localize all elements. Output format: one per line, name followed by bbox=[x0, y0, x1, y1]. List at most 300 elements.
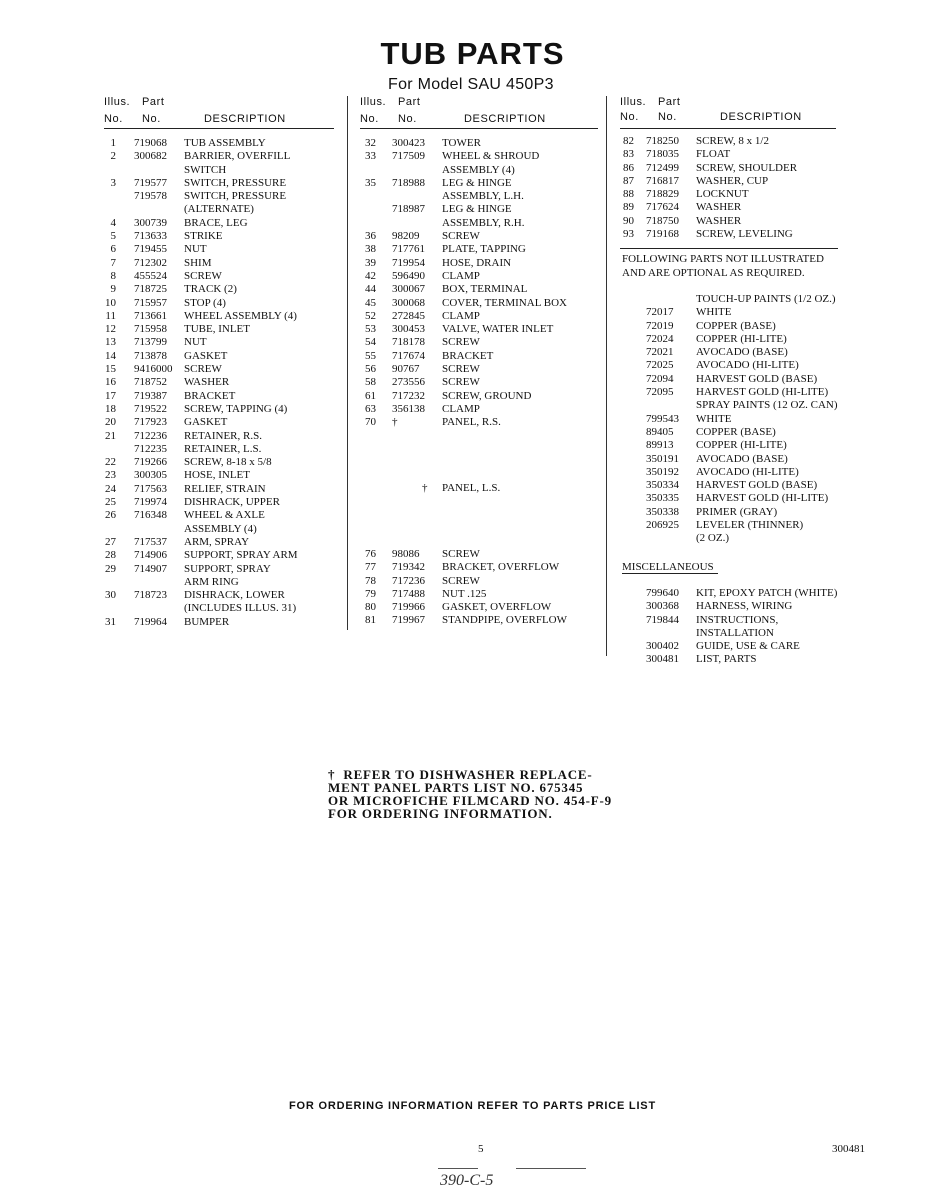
part-number: 89913 bbox=[646, 439, 674, 452]
part-number: 719966 bbox=[392, 601, 425, 614]
illus-number: 79 bbox=[365, 587, 376, 600]
part-description: BRACKET bbox=[184, 389, 236, 402]
part-description: ASSEMBLY, L.H. bbox=[442, 190, 524, 203]
part-no-label: No. bbox=[142, 113, 161, 125]
table-row bbox=[620, 135, 860, 148]
illus-number: 8 bbox=[110, 269, 116, 282]
part-description: SCREW bbox=[442, 230, 480, 243]
description-label: DESCRIPTION bbox=[204, 113, 286, 125]
table-row bbox=[104, 430, 336, 443]
part-number: 712235 bbox=[134, 442, 167, 455]
table-row bbox=[620, 426, 860, 439]
illus-label: Illus. bbox=[104, 96, 131, 108]
table-row bbox=[360, 203, 600, 216]
part-description: LEVELER (THINNER) bbox=[696, 519, 804, 532]
part-description: WHITE bbox=[696, 412, 732, 425]
part-number: 72095 bbox=[646, 386, 674, 399]
illus-number: 70 bbox=[365, 416, 376, 429]
illus-number: 30 bbox=[105, 589, 116, 602]
illus-number: 16 bbox=[105, 376, 116, 389]
illus-number: 58 bbox=[365, 376, 376, 389]
part-description: COVER, TERMINAL BOX bbox=[442, 296, 567, 309]
table-row bbox=[620, 359, 860, 372]
table-row bbox=[620, 228, 860, 241]
part-description: HOSE, INLET bbox=[184, 469, 250, 482]
table-row bbox=[620, 600, 860, 613]
misc-heading: MISCELLANEOUS bbox=[622, 561, 714, 573]
table-row bbox=[104, 310, 336, 323]
part-description: TOUCH-UP PAINTS (1/2 OZ.) bbox=[696, 293, 836, 305]
table-row bbox=[104, 469, 336, 482]
part-description: CLAMP bbox=[442, 309, 480, 322]
table-row bbox=[104, 177, 336, 190]
part-description: PANEL, R.S. bbox=[442, 416, 501, 429]
table-row bbox=[620, 346, 860, 359]
table-row bbox=[104, 323, 336, 336]
part-number: 272845 bbox=[392, 309, 425, 322]
parts-list-panel bbox=[360, 482, 600, 495]
part-description: WHEEL & SHROUD bbox=[442, 150, 540, 163]
part-number: 717761 bbox=[392, 243, 425, 256]
page-title: TUB PARTS bbox=[380, 36, 565, 71]
part-label: Part bbox=[142, 96, 165, 108]
part-number: 72025 bbox=[646, 359, 674, 372]
part-description: WASHER, CUP bbox=[696, 174, 769, 187]
illus-number: 23 bbox=[105, 469, 116, 482]
illus-number: 82 bbox=[623, 135, 634, 147]
part-number: 717923 bbox=[134, 416, 167, 429]
parts-list bbox=[620, 135, 860, 241]
table-row bbox=[620, 148, 860, 161]
page-subtitle: For Model SAU 450P3 bbox=[388, 76, 554, 93]
table-row bbox=[620, 453, 860, 466]
part-description: HARVEST GOLD (BASE) bbox=[696, 479, 818, 492]
illus-number: 88 bbox=[623, 188, 634, 201]
part-number: 716348 bbox=[134, 509, 167, 522]
table-row bbox=[104, 363, 336, 376]
table-row bbox=[360, 323, 600, 336]
part-description: SCREW, GROUND bbox=[442, 389, 532, 402]
part-description: GASKET bbox=[184, 349, 228, 362]
part-number: 719954 bbox=[392, 256, 425, 269]
part-description: SCREW, 8-18 x 5/8 bbox=[184, 456, 272, 469]
part-number: 300402 bbox=[646, 640, 679, 653]
table-row bbox=[104, 203, 336, 216]
part-number: 717624 bbox=[646, 201, 679, 214]
part-number: 718829 bbox=[646, 188, 679, 201]
illus-number: 25 bbox=[105, 496, 116, 509]
part-number: 9416000 bbox=[134, 363, 173, 376]
part-description: SCREW bbox=[442, 548, 480, 560]
table-row bbox=[360, 297, 600, 310]
part-number: 300305 bbox=[134, 469, 167, 482]
part-number: 350191 bbox=[646, 452, 679, 465]
part-description: AVOCADO (BASE) bbox=[696, 346, 788, 359]
part-description: WHEEL & AXLE bbox=[184, 509, 265, 522]
illus-number: 7 bbox=[110, 256, 116, 269]
illus-number: 38 bbox=[365, 243, 376, 256]
part-number: 719578 bbox=[134, 190, 167, 203]
illus-number: 2 bbox=[110, 150, 116, 163]
part-description: ASSEMBLY (4) bbox=[442, 163, 515, 176]
part-label: Part bbox=[398, 96, 421, 108]
part-description: LOCKNUT bbox=[696, 188, 749, 201]
part-description: SUPPORT, SPRAY ARM bbox=[184, 549, 298, 562]
part-number: 714906 bbox=[134, 549, 167, 562]
part-number: 718723 bbox=[134, 589, 167, 602]
table-row bbox=[360, 588, 600, 601]
illus-number: 90 bbox=[623, 214, 634, 227]
illus-number: 39 bbox=[365, 256, 376, 269]
table-row bbox=[360, 310, 600, 323]
illus-number: 18 bbox=[105, 402, 116, 415]
part-number: 455524 bbox=[134, 269, 167, 282]
part-number: 719844 bbox=[646, 613, 679, 626]
illus-number: 26 bbox=[105, 509, 116, 522]
illus-number: 53 bbox=[365, 323, 376, 336]
table-row bbox=[360, 575, 600, 588]
part-description: SCREW, TAPPING (4) bbox=[184, 402, 288, 415]
part-number: 72094 bbox=[646, 372, 674, 385]
illus-number: 42 bbox=[365, 269, 376, 282]
part-number: 300368 bbox=[646, 600, 679, 613]
part-description: KIT, EPOXY PATCH (WHITE) bbox=[696, 587, 838, 599]
part-description: LEG & HINGE bbox=[442, 203, 512, 216]
table-row bbox=[104, 403, 336, 416]
parts-list-lower bbox=[360, 548, 600, 628]
table-row bbox=[104, 576, 336, 589]
table-row bbox=[360, 614, 600, 627]
illus-number: 83 bbox=[623, 148, 634, 161]
part-description: SCREW bbox=[442, 336, 480, 349]
illus-number: 93 bbox=[623, 228, 634, 241]
part-description: PANEL, L.S. bbox=[442, 482, 501, 494]
part-description: RETAINER, R.S. bbox=[184, 429, 262, 442]
table-row bbox=[360, 243, 600, 256]
part-description: (2 OZ.) bbox=[696, 532, 729, 545]
part-description: DISHRACK, UPPER bbox=[184, 496, 280, 509]
part-number: 712499 bbox=[646, 161, 679, 174]
part-description: SCREW, LEVELING bbox=[696, 228, 793, 241]
table-row bbox=[360, 416, 600, 429]
part-number: 719168 bbox=[646, 228, 679, 241]
illus-number: 10 bbox=[105, 296, 116, 309]
table-row bbox=[360, 150, 600, 163]
parts-column-1 bbox=[104, 96, 336, 629]
divider-mark bbox=[516, 1168, 586, 1169]
table-row bbox=[620, 492, 860, 505]
part-description: SUPPORT, SPRAY bbox=[184, 562, 271, 575]
illus-number: 56 bbox=[365, 363, 376, 376]
illus-number: 22 bbox=[105, 456, 116, 469]
part-number: 300068 bbox=[392, 296, 425, 309]
part-number: 718988 bbox=[392, 176, 425, 189]
illus-number: 12 bbox=[105, 323, 116, 336]
table-row bbox=[104, 536, 336, 549]
not-illustrated-note-1: FOLLOWING PARTS NOT ILLUSTRATED bbox=[622, 253, 824, 265]
document-number: 300481 bbox=[832, 1143, 865, 1155]
part-description: GUIDE, USE & CARE bbox=[696, 640, 800, 653]
table-row bbox=[104, 523, 336, 536]
part-number: 356138 bbox=[392, 402, 425, 415]
part-description: WASHER bbox=[696, 214, 742, 227]
part-number: 713878 bbox=[134, 349, 167, 362]
part-description: VALVE, WATER INLET bbox=[442, 323, 554, 336]
part-description: WHEEL ASSEMBLY (4) bbox=[184, 309, 297, 322]
part-number: 713633 bbox=[134, 230, 167, 243]
table-row bbox=[104, 217, 336, 230]
part-description: LIST, PARTS bbox=[696, 653, 757, 666]
part-description: HOSE, DRAIN bbox=[442, 256, 512, 269]
part-description: SCREW, 8 x 1/2 bbox=[696, 135, 769, 147]
table-row bbox=[360, 336, 600, 349]
part-description: FLOAT bbox=[696, 148, 731, 161]
part-number: 799640 bbox=[646, 587, 679, 599]
section-rule bbox=[620, 248, 838, 249]
misc-underline bbox=[622, 573, 718, 574]
part-number: 719342 bbox=[392, 561, 425, 574]
part-description: COPPER (HI-LITE) bbox=[696, 332, 787, 345]
illus-number: 55 bbox=[365, 349, 376, 362]
table-row bbox=[360, 270, 600, 283]
table-row bbox=[620, 519, 860, 532]
part-number: 718178 bbox=[392, 336, 425, 349]
divider-mark bbox=[438, 1168, 478, 1169]
part-number: 716817 bbox=[646, 174, 679, 187]
table-row bbox=[620, 201, 860, 214]
part-description: CLAMP bbox=[442, 269, 480, 282]
table-row bbox=[620, 215, 860, 228]
part-description: BOX, TERMINAL bbox=[442, 283, 528, 296]
illus-number: 89 bbox=[623, 201, 634, 214]
part-description: BARRIER, OVERFILL bbox=[184, 150, 291, 163]
part-description: (INCLUDES ILLUS. 31) bbox=[184, 602, 297, 615]
part-description: TRACK (2) bbox=[184, 283, 237, 296]
part-description: STANDPIPE, OVERFLOW bbox=[442, 614, 568, 627]
table-row bbox=[104, 190, 336, 203]
table-row bbox=[620, 320, 860, 333]
part-description: COPPER (BASE) bbox=[696, 425, 776, 438]
table-row bbox=[360, 217, 600, 230]
illus-number: 21 bbox=[105, 429, 116, 442]
part-number: 717537 bbox=[134, 535, 167, 548]
table-row bbox=[620, 413, 860, 426]
part-description: BUMPER bbox=[184, 615, 230, 628]
illus-number: 45 bbox=[365, 296, 376, 309]
part-number: 718750 bbox=[646, 214, 679, 227]
illus-number: 35 bbox=[365, 176, 376, 189]
table-row bbox=[104, 563, 336, 576]
illus-number: 31 bbox=[105, 615, 116, 628]
parts-list bbox=[360, 137, 600, 430]
part-description: TUB ASSEMBLY bbox=[184, 137, 266, 149]
table-row bbox=[620, 162, 860, 175]
header-rule bbox=[620, 128, 836, 129]
part-number: 596490 bbox=[392, 269, 425, 282]
table-row bbox=[104, 243, 336, 256]
part-description: SWITCH bbox=[184, 163, 227, 176]
part-number: 717509 bbox=[392, 150, 425, 163]
illus-number: 29 bbox=[105, 562, 116, 575]
table-row bbox=[620, 653, 860, 666]
part-description: ASSEMBLY (4) bbox=[184, 522, 257, 535]
part-description: (ALTERNATE) bbox=[184, 203, 254, 216]
part-number: 713799 bbox=[134, 336, 167, 349]
part-description: PLATE, TAPPING bbox=[442, 243, 526, 256]
part-number: 719068 bbox=[134, 137, 167, 149]
part-number: 350334 bbox=[646, 479, 679, 492]
part-number: 712302 bbox=[134, 256, 167, 269]
ordering-info: FOR ORDERING INFORMATION REFER TO PARTS PRICE LIST bbox=[289, 1100, 656, 1112]
table-row bbox=[104, 416, 336, 429]
part-description: STOP (4) bbox=[184, 296, 226, 309]
illus-no-label: No. bbox=[620, 111, 639, 123]
part-number: 719974 bbox=[134, 496, 167, 509]
part-number: 717488 bbox=[392, 587, 425, 600]
part-description: SWITCH, PRESSURE bbox=[184, 176, 287, 189]
part-number: 72017 bbox=[646, 306, 674, 319]
part-description: HARVEST GOLD (HI-LITE) bbox=[696, 492, 829, 505]
part-number: 799543 bbox=[646, 412, 679, 425]
table-row bbox=[360, 376, 600, 389]
header-rule bbox=[360, 128, 598, 129]
table-row bbox=[360, 283, 600, 296]
table-row bbox=[104, 376, 336, 389]
part-description: COPPER (HI-LITE) bbox=[696, 439, 787, 452]
part-number: 712236 bbox=[134, 429, 167, 442]
part-description: ASSEMBLY, R.H. bbox=[442, 216, 525, 229]
part-number: 718035 bbox=[646, 148, 679, 161]
part-number: 350192 bbox=[646, 465, 679, 478]
illus-number: 6 bbox=[110, 243, 116, 256]
illus-number: 5 bbox=[110, 230, 116, 243]
illus-number: 3 bbox=[110, 176, 116, 189]
part-number: 300067 bbox=[392, 283, 425, 296]
page-number: 5 bbox=[478, 1143, 484, 1155]
footnote: † REFER TO DISHWASHER REPLACE- MENT PANEL PARTS LIST NO. 675345 OR MICROFICHE FILMCARD NO. 454-F-9 FOR ORDERING INFORMATION. bbox=[328, 767, 612, 821]
table-row bbox=[620, 373, 860, 386]
table-row bbox=[620, 439, 860, 452]
table-row bbox=[104, 483, 336, 496]
table-row bbox=[360, 230, 600, 243]
table-row bbox=[360, 177, 600, 190]
part-number: 718987 bbox=[392, 203, 425, 216]
part-description: NUT bbox=[184, 243, 207, 256]
part-description: RETAINER, L.S. bbox=[184, 442, 262, 455]
part-label: Part bbox=[658, 96, 681, 108]
description-label: DESCRIPTION bbox=[464, 113, 546, 125]
part-number: 715958 bbox=[134, 323, 167, 336]
table-row bbox=[104, 270, 336, 283]
column-header bbox=[620, 96, 860, 130]
part-description: HARNESS, WIRING bbox=[696, 600, 793, 613]
table-row bbox=[620, 466, 860, 479]
part-description: DISHRACK, LOWER bbox=[184, 589, 285, 602]
table-row bbox=[360, 601, 600, 614]
part-description: TOWER bbox=[442, 137, 481, 149]
part-no-label: No. bbox=[398, 113, 417, 125]
part-description: LEG & HINGE bbox=[442, 176, 512, 189]
part-number: 717563 bbox=[134, 482, 167, 495]
table-row bbox=[104, 390, 336, 403]
not-illustrated-note-2: AND ARE OPTIONAL AS REQUIRED. bbox=[622, 267, 805, 279]
illus-number: 28 bbox=[105, 549, 116, 562]
handwritten-note: 390-C-5 bbox=[440, 1172, 494, 1189]
table-row bbox=[104, 283, 336, 296]
table-row bbox=[360, 350, 600, 363]
illus-number: 13 bbox=[105, 336, 116, 349]
part-number: 72019 bbox=[646, 319, 674, 332]
table-row bbox=[360, 363, 600, 376]
illus-number: 76 bbox=[365, 548, 376, 560]
part-number: 273556 bbox=[392, 376, 425, 389]
illus-number: 15 bbox=[105, 363, 116, 376]
part-description: WHITE bbox=[696, 306, 732, 319]
part-description: SPRAY PAINTS (12 OZ. CAN) bbox=[696, 399, 838, 412]
part-description: SCREW bbox=[442, 376, 480, 389]
table-row bbox=[104, 336, 336, 349]
table-row bbox=[620, 293, 860, 306]
illus-number: 4 bbox=[110, 216, 116, 229]
part-number: 72021 bbox=[646, 346, 674, 359]
part-number: 719522 bbox=[134, 402, 167, 415]
table-row bbox=[104, 456, 336, 469]
parts-column-2 bbox=[360, 96, 600, 627]
illus-number: 63 bbox=[365, 402, 376, 415]
part-number: 717674 bbox=[392, 349, 425, 362]
illus-number: 54 bbox=[365, 336, 376, 349]
part-description: AVOCADO (HI-LITE) bbox=[696, 465, 799, 478]
table-row bbox=[360, 548, 600, 561]
table-row bbox=[104, 589, 336, 602]
part-description: RELIEF, STRAIN bbox=[184, 482, 266, 495]
table-row bbox=[104, 164, 336, 177]
illus-number: 52 bbox=[365, 309, 376, 322]
part-number: 98086 bbox=[392, 548, 420, 560]
column-header bbox=[104, 96, 336, 130]
table-row bbox=[104, 509, 336, 522]
table-row bbox=[104, 297, 336, 310]
part-description: ARM RING bbox=[184, 575, 239, 588]
table-row bbox=[620, 333, 860, 346]
part-number: 300481 bbox=[646, 653, 679, 666]
part-number: 719455 bbox=[134, 243, 167, 256]
table-row bbox=[104, 150, 336, 163]
table-row bbox=[104, 549, 336, 562]
part-number: 300423 bbox=[392, 137, 425, 149]
illus-number: 32 bbox=[365, 137, 376, 149]
part-description: ARM, SPRAY bbox=[184, 535, 250, 548]
part-description: WASHER bbox=[696, 201, 742, 214]
illus-number: 27 bbox=[105, 535, 116, 548]
paints-list bbox=[620, 293, 860, 546]
part-description: BRACKET, OVERFLOW bbox=[442, 561, 560, 574]
table-row bbox=[360, 137, 600, 150]
column-divider bbox=[347, 96, 348, 630]
illus-number: 17 bbox=[105, 389, 116, 402]
illus-number: 11 bbox=[105, 309, 116, 322]
illus-no-label: No. bbox=[360, 113, 379, 125]
part-description: GASKET, OVERFLOW bbox=[442, 601, 552, 614]
part-description: TUBE, INLET bbox=[184, 323, 250, 336]
table-row bbox=[104, 137, 336, 150]
part-number: 717232 bbox=[392, 389, 425, 402]
illus-no-label: No. bbox=[104, 113, 123, 125]
illus-number: 20 bbox=[105, 416, 116, 429]
part-description: COPPER (BASE) bbox=[696, 319, 776, 332]
part-number: 719964 bbox=[134, 615, 167, 628]
part-description: PRIMER (GRAY) bbox=[696, 505, 778, 518]
